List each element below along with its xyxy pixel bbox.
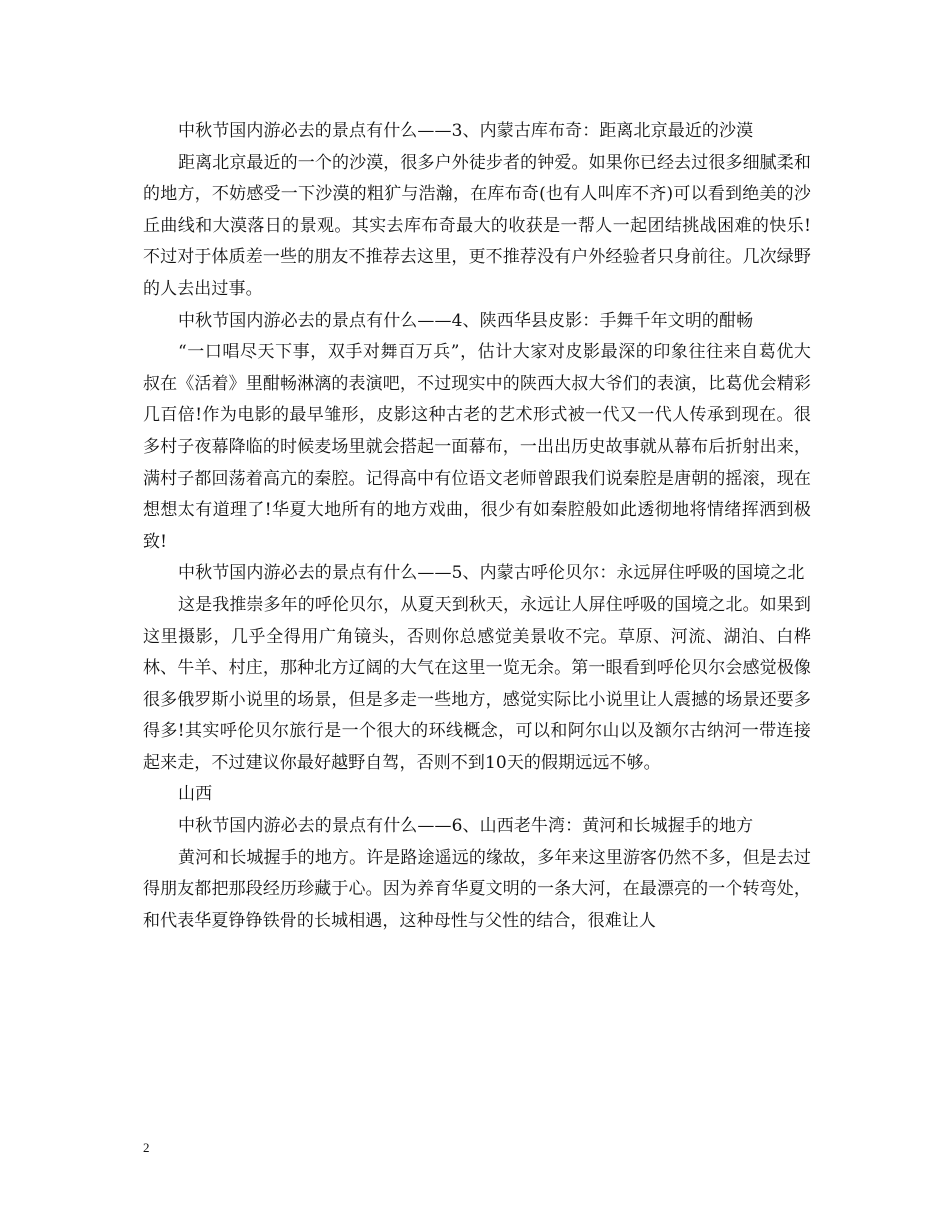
section-heading-laoniuwan: 中秋节国内游必去的景点有什么——6、山西老牛湾：黄河和长城握手的地方 bbox=[178, 816, 754, 837]
paragraph-kubuqi: 距离北京最近的一个的沙漠，很多户外徒步者的钟爱。如果你已经去过很多细腻柔和的地方，不妨感受一下沙漠的粗犷与浩瀚，在库布奇(也有人叫库不齐)可以看到绝美的沙丘曲线和大漠落日的景观。其实去库布奇最大的收获是一帮人一起团结挑战困难的快乐!不过对于体质差一些的朋友不推荐去这里，更不推荐没有户外经验者只身前往。几次绿野的人去出过事。 bbox=[143, 152, 811, 299]
paragraph-laoniuwan: 黄河和长城握手的地方。许是路途遥远的缘故，多年来这里游客仍然不多，但是去过得朋友都把那段经历珍藏于心。因为养育华夏文明的一条大河，在最漂亮的一个转弯处，和代表华夏铮铮铁骨的长城相遇，这种母性与父性的结合，很难让人 bbox=[143, 847, 811, 931]
document-body bbox=[143, 116, 811, 937]
section-heading-kubuqi: 中秋节国内游必去的景点有什么——3、内蒙古库布奇：距离北京最近的沙漠 bbox=[178, 121, 754, 141]
paragraph-shadow-puppetry: “一口唱尽天下事，双手对舞百万兵”，估计大家对皮影最深的印象往往来自葛优大叔在《活着》里酣畅淋漓的表演吧，不过现实中的陕西大叔大爷们的表演，比葛优会精彩几百倍!作为电影的最早雏形，皮影这种古老的艺术形式被一代又一代人传承到现在。很多村子夜幕降临的时候麦场里就会搭起一面幕布，一出出历史故事就从幕布后折射出来，满村子都回荡着高亢的秦腔。记得高中有位语文老师曾跟我们说秦腔是唐朝的摇滚，现在想想太有道理了!华夏大地所有的地方戏曲，很少有如秦腔般如此透彻地将情绪挥洒到极致! bbox=[143, 342, 811, 552]
paragraph-hulunbuir: 这是我推崇多年的呼伦贝尔，从夏天到秋天，永远让人屏住呼吸的国境之北。如果到这里摄影，几乎全得用广角镜头，否则你总感觉美景收不完。草原、河流、湖泊、白桦林、牛羊、村庄，那种北方辽阔的大气在这里一览无余。第一眼看到呼伦贝尔会感觉极像很多俄罗斯小说里的场景，但是多走一些地方，感觉实际比小说里让人震撼的场景还要多得多!其实呼伦贝尔旅行是一个很大的环线概念，可以和阿尔山以及额尔古纳河一带连接起来走，不过建议你最好越野自驾，否则不到10天的假期远远不够。 bbox=[143, 594, 811, 773]
section-heading-hulunbuir: 中秋节国内游必去的景点有什么——5、内蒙古呼伦贝尔：永远屏住呼吸的国境之北 bbox=[178, 563, 805, 584]
region-label-shanxi: 山西 bbox=[178, 784, 213, 805]
section-heading-shadow-puppetry: 中秋节国内游必去的景点有什么——4、陕西华县皮影：手舞千年文明的酣畅 bbox=[178, 310, 754, 331]
page-number: 2 bbox=[143, 1140, 150, 1155]
